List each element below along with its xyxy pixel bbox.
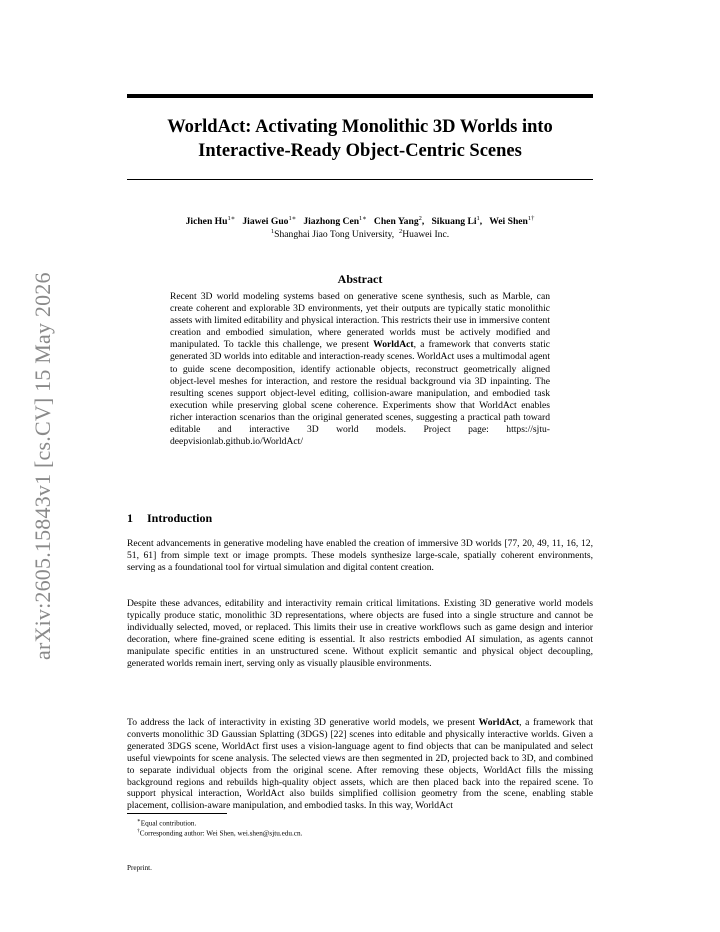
author: Jichen $Hu^{1∗}$ <box>185 215 236 228</box>
preprint-label: Preprint. <box>127 864 152 872</box>
title-top-rule <box>127 94 593 98</box>
author-list: Jichen $Hu^{1∗}$ Jiawei Guo$^{1∗}$ Jiazhong Cen$^{1∗}$ Chen Yang$^2$, Sikuang Li$^1$, Wei Shen$^{1\dagger}$ <box>185 215 535 228</box>
footnote-equal-contribution: ∗Equal contribution. <box>137 818 197 828</box>
paragraph-2: Despite these advances, editability and interactivity remain critical limitations. Existing 3D generative world models typically produce static, monolithic 3D representations, where objects are fused into a single structure and cannot be individually selected, moved, or replaced. This limits their use in creative workflows such as game design and interior decoration, where fine-grained scene editing is essential. It also restricts embodied AI simulation, as agents cannot manipulate specific entities in an unstructured scene. Without explicit semantic and physical object decoupling, generated worlds remain inert, serving only as visually plausible environments. <box>127 598 593 669</box>
paragraph-1: Recent advancements in generative modeling have enabled the creation of immersive 3D worlds [77, 20, 49, 11, 16, 12, 51, 61] from simple text or image prompts. These models synthesize large-scale, spatially coherent environments, serving as a foundational tool for virtual simulation and digital content creation. <box>127 538 593 573</box>
paper-title <box>127 115 593 163</box>
affiliations: $^1$Shanghai Jiao Tong University, $^2$Huawei Inc. <box>270 228 450 241</box>
arxiv-watermark: arXiv:2605.15843v1 [cs.CV] 15 May 2026 <box>30 272 55 660</box>
abstract-body: Recent 3D world modeling systems based on generative scene synthesis, such as Marble, can create coherent and explorable 3D environments, yet their outputs are typically static monolithic assets with limited editability and physical interaction. This restricts their use in immersive content creation and embodied simulation, where generated worlds must be actively modified and manipulated. To tackle this challenge, we present WorldAct, a framework that converts static generated 3D worlds into editable and interaction-ready scenes. WorldAct uses a multimodal agent to guide scene decomposition, identify actionable objects, reconstruct geometrically aligned object-level meshes for interaction, and restore the residual background via 3D inpainting. The resulting scenes support object-level editing, collision-aware manipulation, and embodied task execution while preserving global scene coherence. Experiments show that WorldAct enables richer interaction scenarios than the original generated scenes, suggesting a practical path toward editable and interactive 3D world models. Project page: https://sjtu-deepvisionlab.github.io/WorldAct/ <box>170 291 550 448</box>
author: Jiazhong Cen$^{1∗}$ <box>303 215 367 228</box>
framework-name: WorldAct <box>478 717 520 728</box>
title-line-2: Interactive-Ready Object-Centric Scenes <box>198 141 522 161</box>
author: Jiawei Guo$^{1∗}$ <box>242 215 297 228</box>
abstract-heading: Abstract <box>337 272 383 286</box>
affiliation-1: Shanghai Jiao Tong University, <box>274 229 395 241</box>
author: Chen Yang$^2$ <box>373 215 422 228</box>
framework-name: WorldAct <box>373 339 414 351</box>
footnote-rule <box>127 813 227 814</box>
title-bottom-rule <box>127 179 593 180</box>
author: Sikuang Li$^1$ <box>431 215 480 228</box>
paragraph-3: To address the lack of interactivity in existing 3D generative world models, we present WorldAct, a framework that converts monolithic 3D Gaussian Splatting (3DGS) [22] scenes into editable and physically interactive worlds. Given a generated 3DGS scene, WorldAct first uses a vision-language agent to find objects that can be manipulated and select useful viewpoints for scene analysis. The selected views are then segmented in 2D, projected back to 3D, and combined to separate individual objects from the original scene. After removing these objects, WorldAct fills the missing background regions and rebuilds high-quality object assets, which are then placed back into the repaired scene. To support physical interaction, WorldAct also builds simplified collision geometry from the scene, enabling stable placement, collision-aware manipulation, and embodied tasks. In this way, WorldAct <box>127 717 594 812</box>
affiliation-2: Huawei Inc. <box>402 229 450 241</box>
author: Wei Shen$^{1\dagger}$ <box>489 215 535 228</box>
section-title: Introduction <box>147 511 213 525</box>
footnote-corresponding-author: †Corresponding author: Wei Shen, wei.shen@sjtu.edu.cn. <box>137 828 303 838</box>
title-line-1: WorldAct: Activating Monolithic 3D Worlds into <box>167 117 553 137</box>
section-number: 1 <box>127 511 133 525</box>
section-heading <box>127 511 212 526</box>
